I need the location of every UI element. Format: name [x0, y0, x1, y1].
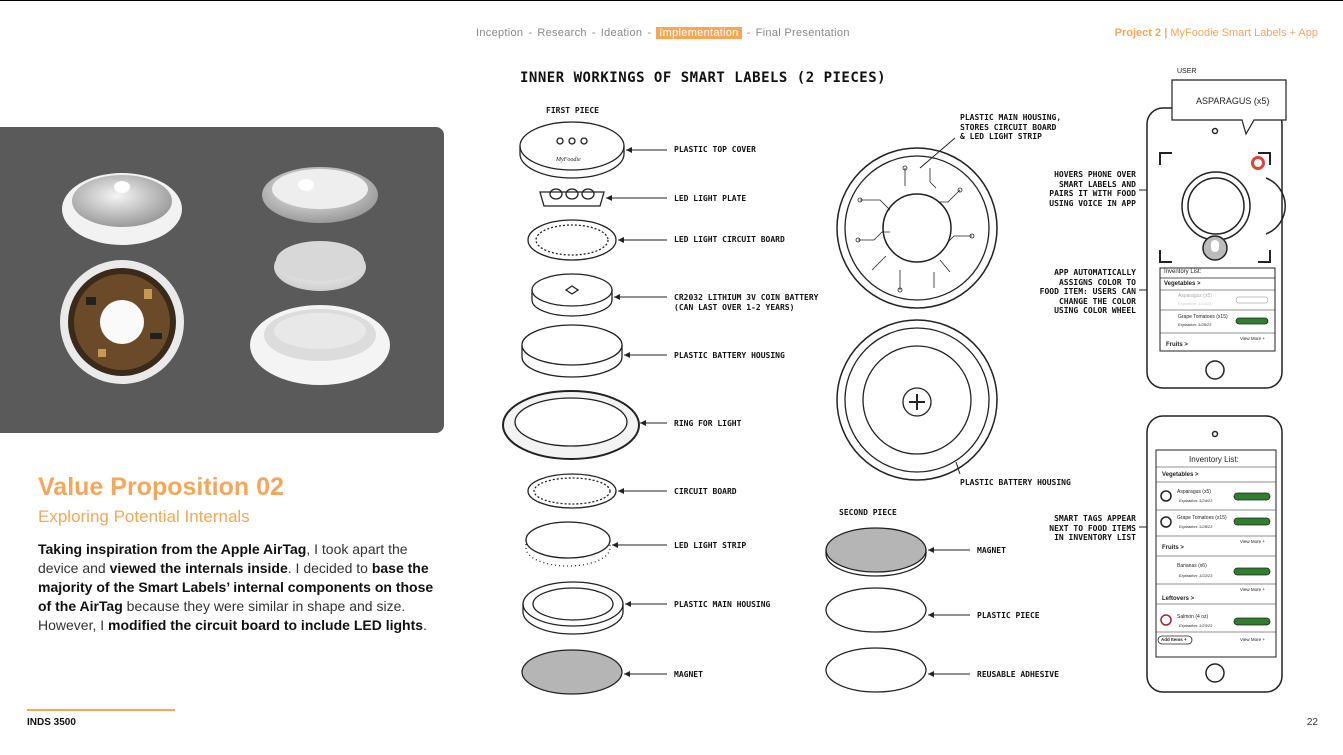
- nav-item-research[interactable]: Research: [537, 27, 587, 39]
- body-bold: viewed the internals inside: [109, 560, 288, 576]
- note-hover-phone: HOVERS PHONE OVER SMART LABELS AND PAIRS IT WITH FOOD USING VOICE IN APP: [1049, 170, 1136, 208]
- course-code: INDS 3500: [27, 717, 76, 728]
- label-led-light-plate: LED LIGHT PLATE: [674, 194, 747, 203]
- nav-separator: -: [528, 27, 533, 39]
- body-bold: base the majority of the Smart Labels’ internal components on those of the AirTag: [38, 560, 434, 614]
- phone2-view-more-1[interactable]: View More +: [1240, 539, 1266, 544]
- phone1-item-asparagus: Asparagus (x5): [1178, 293, 1212, 299]
- label-battery-housing: PLASTIC BATTERY HOUSING: [674, 351, 785, 360]
- part-circuit-board: [528, 474, 616, 508]
- nav-separator: -: [591, 27, 596, 39]
- nav-item-ideation[interactable]: Ideation: [600, 27, 643, 39]
- nav-separator: -: [746, 27, 751, 39]
- second-piece-label: SECOND PIECE: [839, 508, 897, 517]
- body-bold: modified the circuit board to include LED lights: [108, 617, 424, 633]
- body-text: , I took apart the device and: [38, 541, 408, 576]
- phone2-item-asparagus-exp: Expiration: 1/24/23: [1179, 498, 1213, 503]
- label-plastic-main-housing: PLASTIC MAIN HOUSING: [674, 600, 771, 609]
- footer-accent-line: [27, 709, 175, 711]
- phone1-item-tomatoes-exp: Expiration: 1/28/23: [1178, 322, 1212, 327]
- phone2-item-tomatoes-exp: Expiration: 1/28/23: [1179, 524, 1213, 529]
- body-text: . I decided to: [287, 560, 372, 576]
- project-number: Project 2: [1114, 27, 1162, 39]
- label-plastic-top-cover: PLASTIC TOP COVER: [674, 145, 756, 154]
- nav-item-implementation[interactable]: Implementation: [656, 27, 741, 39]
- phone2-category-fruits[interactable]: Fruits >: [1162, 545, 1184, 551]
- phone1-item-tomatoes: Grape Tomatoes (x15): [1178, 314, 1228, 320]
- phone2-list-title: Inventory List:: [1189, 455, 1239, 464]
- label-plastic-piece: PLASTIC PIECE: [977, 611, 1040, 620]
- label-main-housing-top: PLASTIC MAIN HOUSING, STORES CIRCUIT BOARD & LED LIGHT STRIP: [960, 113, 1062, 141]
- first-piece-label: FIRST PIECE: [546, 106, 599, 115]
- label-second-magnet: MAGNET: [977, 546, 1006, 555]
- part-magnet: [522, 650, 622, 694]
- body-bold: Taking inspiration from the Apple AirTag: [38, 541, 307, 557]
- note-color-assign: APP AUTOMATICALLY ASSIGNS COLOR TO FOOD ITEM: USERS CAN CHANGE THE COLOR USING COLOR WHEEL: [1039, 268, 1136, 315]
- nav-separator: -: [647, 27, 652, 39]
- body-text: .: [423, 617, 427, 633]
- phone2-add-items-label[interactable]: Add Items +: [1161, 637, 1187, 642]
- part-battery-housing: [522, 325, 622, 365]
- voice-bubble-text: ASPARAGUS (x5): [1196, 96, 1270, 106]
- phone2-item-bananas-exp: Expiration: 1/22/23: [1179, 573, 1213, 578]
- part-led-circuit-board: [528, 220, 616, 260]
- project-name: MyFoodie Smart Labels + App: [1170, 27, 1318, 39]
- user-label: USER: [1177, 68, 1197, 75]
- label-reusable-adhesive: REUSABLE ADHESIVE: [977, 670, 1059, 679]
- value-proposition-subtitle: Exploring Potential Internals: [38, 507, 250, 526]
- reusable-adhesive: [826, 648, 926, 692]
- phone2-item-bananas: Bananas (x6): [1177, 563, 1207, 569]
- nav-item-inception[interactable]: Inception: [476, 27, 524, 39]
- note-inventory-tags: SMART TAGS APPEAR NEXT TO FOOD ITEMS IN INVENTORY LIST: [1049, 514, 1136, 542]
- phone2-view-more-3[interactable]: View More +: [1240, 637, 1266, 642]
- second-magnet: [826, 528, 926, 572]
- label-battery-housing-top: PLASTIC BATTERY HOUSING: [960, 478, 1071, 487]
- phone2-item-salmon-exp: Expiration: 1/23/23: [1179, 623, 1213, 628]
- part-coin-battery: [532, 274, 612, 306]
- phone1-category-vegetables[interactable]: Vegetables >: [1164, 281, 1201, 287]
- phone2-item-asparagus: Asparagus (x5): [1177, 489, 1211, 495]
- label-coin-battery: CR2032 LITHIUM 3V COIN BATTERY (CAN LAST OVER 1-2 YEARS): [674, 293, 819, 312]
- body-text: because they were similar in shape and size. However, I: [38, 598, 406, 633]
- phone2-item-salmon: Salmon (4 oz): [1177, 614, 1209, 620]
- phone1-category-fruits[interactable]: Fruits >: [1166, 342, 1188, 348]
- project-bar: |: [1164, 27, 1168, 39]
- page-number: 22: [1306, 717, 1318, 728]
- phone1-view-more[interactable]: View More +: [1240, 336, 1266, 341]
- value-proposition-title: Value Proposition 02: [38, 473, 284, 501]
- label-circuit-board: CIRCUIT BOARD: [674, 487, 737, 496]
- part-led-strip: [526, 522, 610, 558]
- label-ring-for-light: RING FOR LIGHT: [674, 419, 742, 428]
- phone2-item-tomatoes: Grape Tomatoes (x15): [1177, 515, 1227, 521]
- cover-logo-text: MyFoodie: [556, 157, 581, 163]
- label-magnet: MAGNET: [674, 670, 703, 679]
- nav-item-final-presentation[interactable]: Final Presentation: [755, 27, 850, 39]
- phone2-view-more-2[interactable]: View More +: [1240, 587, 1266, 592]
- phone2-category-vegetables[interactable]: Vegetables >: [1162, 472, 1199, 478]
- diagram-title: INNER WORKINGS OF SMART LABELS (2 PIECES): [520, 70, 887, 86]
- phone1-item-asparagus-exp: Expiration: 1/24/23: [1178, 301, 1212, 306]
- second-plastic-piece: [826, 588, 926, 632]
- phone1-list-title: Inventory List:: [1164, 269, 1202, 275]
- phone2-category-leftovers[interactable]: Leftovers >: [1162, 596, 1195, 602]
- label-led-light-strip: LED LIGHT STRIP: [674, 541, 747, 550]
- label-led-circuit-board: LED LIGHT CIRCUIT BOARD: [674, 235, 785, 244]
